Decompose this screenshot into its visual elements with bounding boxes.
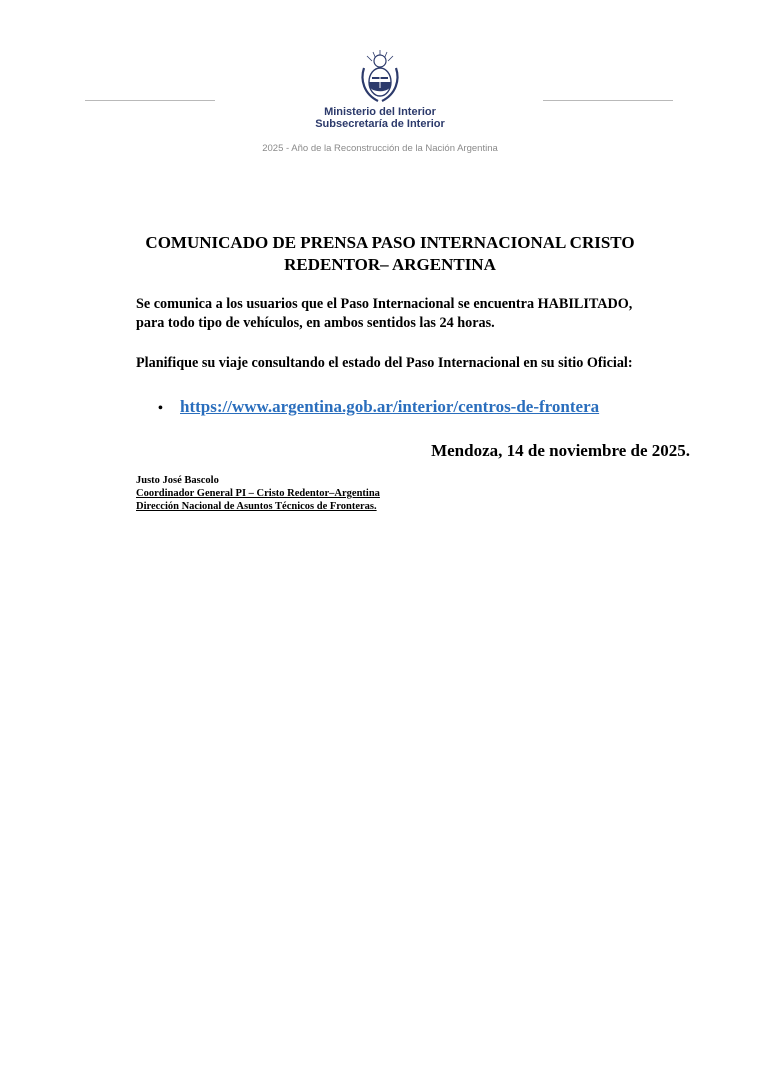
- subsecretary-name: Subsecretaría de Interior: [315, 118, 445, 130]
- official-site-link[interactable]: https://www.argentina.gob.ar/interior/centros-de-frontera: [180, 397, 600, 416]
- date-line: Mendoza, 14 de noviembre de 2025.: [431, 441, 690, 460]
- header-rule-right: [543, 100, 673, 101]
- signatory-role: Coordinador General PI – Cristo Redentor–Argentina: [136, 488, 380, 499]
- link-list-item: [158, 396, 678, 420]
- year-motto: 2025 - Año de la Reconstrucción de la Nación Argentina: [262, 143, 498, 154]
- ministry-name: Ministerio del Interior: [324, 106, 436, 118]
- status-paragraph-line1: Se comunica a los usuarios que el Paso Internacional se encuentra HABILITADO,: [136, 296, 633, 312]
- document-title: COMUNICADO DE PRENSA PASO INTERNACIONAL CRISTO REDENTOR– ARGENTINA: [145, 233, 635, 274]
- signatory-office: Dirección Nacional de Asuntos Técnicos de Fronteras.: [136, 501, 377, 512]
- header-rule-left: [85, 100, 215, 101]
- signatory-name: Justo José Bascolo: [136, 475, 219, 486]
- status-paragraph: [136, 295, 696, 333]
- bullet-icon: •: [158, 401, 163, 416]
- argentina-coat-of-arms-icon: [358, 48, 402, 104]
- plan-trip-paragraph: Planifique su viaje consultando el estado del Paso Internacional en su sitio Oficial:: [136, 355, 633, 371]
- status-paragraph-line2: para todo tipo de vehículos, en ambos sentidos las 24 horas.: [136, 315, 495, 331]
